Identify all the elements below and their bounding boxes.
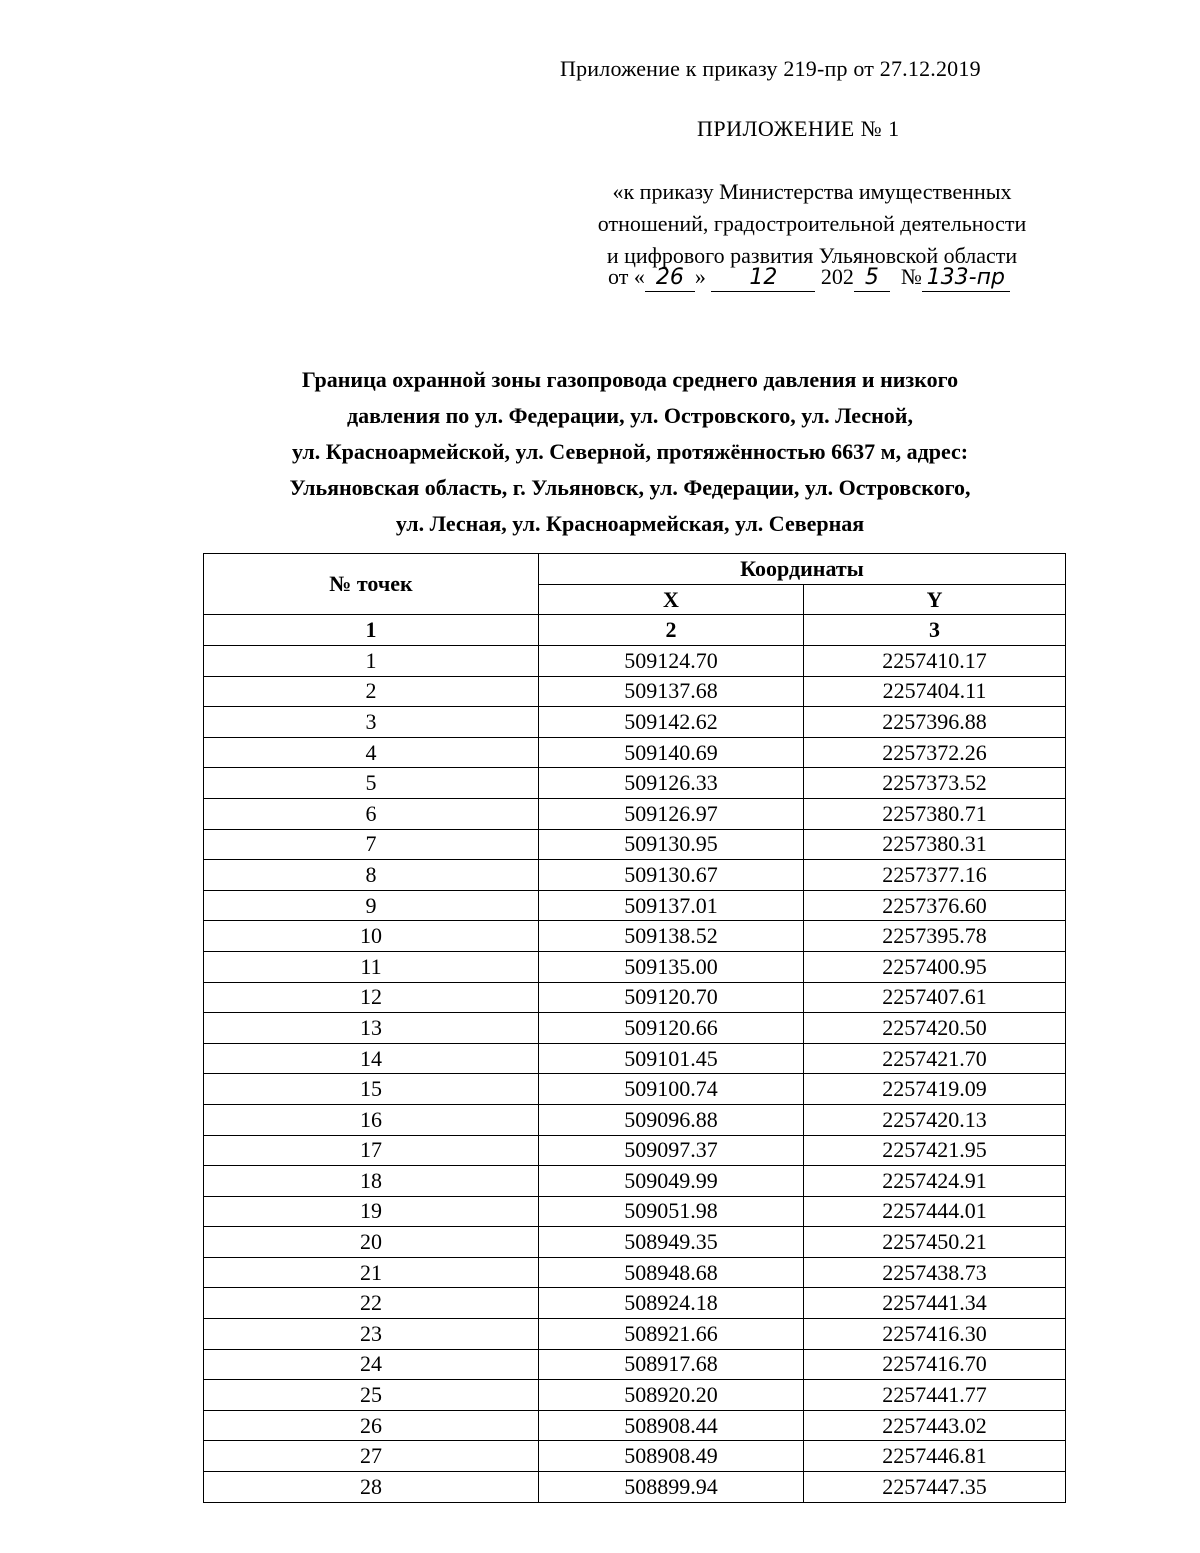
order-line-2: отношений, градостроительной деятельности xyxy=(597,211,1027,236)
point-number-cell: 2 xyxy=(204,676,539,707)
x-coordinate-cell: 508948.68 xyxy=(539,1257,804,1288)
point-number-cell: 18 xyxy=(204,1166,539,1197)
column-number-2: 2 xyxy=(539,615,804,646)
x-coordinate-cell: 509135.00 xyxy=(539,951,804,982)
point-number-cell: 15 xyxy=(204,1074,539,1105)
table-row xyxy=(204,737,1066,768)
x-coordinate-cell: 508917.68 xyxy=(539,1349,804,1380)
point-number-cell: 16 xyxy=(204,1104,539,1135)
x-coordinate-cell: 509096.88 xyxy=(539,1104,804,1135)
x-coordinate-cell: 509138.52 xyxy=(539,921,804,952)
table-row xyxy=(204,1196,1066,1227)
point-number-cell: 10 xyxy=(204,921,539,952)
point-number-cell: 28 xyxy=(204,1472,539,1503)
y-coordinate-cell: 2257373.52 xyxy=(804,768,1066,799)
point-number-cell: 17 xyxy=(204,1135,539,1166)
table-row xyxy=(204,798,1066,829)
point-number-cell: 21 xyxy=(204,1257,539,1288)
y-coordinate-cell: 2257410.17 xyxy=(804,646,1066,677)
appendix-title: ПРИЛОЖЕНИЕ № 1 xyxy=(697,116,900,141)
y-coordinate-cell: 2257376.60 xyxy=(804,890,1066,921)
y-coordinate-cell: 2257407.61 xyxy=(804,982,1066,1013)
table-row xyxy=(204,1410,1066,1441)
point-number-cell: 14 xyxy=(204,1043,539,1074)
table-row xyxy=(204,1074,1066,1105)
point-number-cell: 20 xyxy=(204,1227,539,1258)
point-number-cell: 19 xyxy=(204,1196,539,1227)
table-row xyxy=(204,646,1066,677)
y-coordinate-cell: 2257420.50 xyxy=(804,1013,1066,1044)
table-row xyxy=(204,1349,1066,1380)
point-number-cell: 24 xyxy=(204,1349,539,1380)
y-coordinate-cell: 2257400.95 xyxy=(804,951,1066,982)
x-coordinate-cell: 509137.01 xyxy=(539,890,804,921)
table-row xyxy=(204,1135,1066,1166)
document-title xyxy=(200,362,1060,542)
point-number-cell: 26 xyxy=(204,1410,539,1441)
table-row xyxy=(204,829,1066,860)
table-row xyxy=(204,676,1066,707)
point-number-cell: 4 xyxy=(204,737,539,768)
appendix-reference-note: Приложение к приказу 219-пр от 27.12.2019 xyxy=(560,56,981,81)
point-number-cell: 7 xyxy=(204,829,539,860)
x-coordinate-cell: 509097.37 xyxy=(539,1135,804,1166)
table-row xyxy=(204,1043,1066,1074)
y-coordinate-cell: 2257421.70 xyxy=(804,1043,1066,1074)
header-x: X xyxy=(539,585,804,615)
table-row xyxy=(204,1380,1066,1411)
point-number-cell: 9 xyxy=(204,890,539,921)
point-number-cell: 25 xyxy=(204,1380,539,1411)
table-row xyxy=(204,768,1066,799)
y-coordinate-cell: 2257441.77 xyxy=(804,1380,1066,1411)
point-number-cell: 1 xyxy=(204,646,539,677)
table-row xyxy=(204,1472,1066,1503)
y-coordinate-cell: 2257420.13 xyxy=(804,1104,1066,1135)
table-row xyxy=(204,707,1066,738)
order-number-sign: № xyxy=(900,264,922,289)
x-coordinate-cell: 509130.67 xyxy=(539,860,804,891)
y-coordinate-cell: 2257444.01 xyxy=(804,1196,1066,1227)
order-date-mid: » xyxy=(694,264,706,289)
point-number-cell: 12 xyxy=(204,982,539,1013)
x-coordinate-cell: 509140.69 xyxy=(539,737,804,768)
table-row xyxy=(204,921,1066,952)
y-coordinate-cell: 2257416.30 xyxy=(804,1319,1066,1350)
x-coordinate-cell: 509051.98 xyxy=(539,1196,804,1227)
table-row xyxy=(204,1257,1066,1288)
y-coordinate-cell: 2257380.71 xyxy=(804,798,1066,829)
table-row xyxy=(204,1441,1066,1472)
x-coordinate-cell: 508899.94 xyxy=(539,1472,804,1503)
y-coordinate-cell: 2257421.95 xyxy=(804,1135,1066,1166)
x-coordinate-cell: 509124.70 xyxy=(539,646,804,677)
x-coordinate-cell: 508949.35 xyxy=(539,1227,804,1258)
point-number-cell: 6 xyxy=(204,798,539,829)
table-row xyxy=(204,1288,1066,1319)
column-number-3: 3 xyxy=(804,615,1066,646)
x-coordinate-cell: 508921.66 xyxy=(539,1319,804,1350)
y-coordinate-cell: 2257446.81 xyxy=(804,1441,1066,1472)
y-coordinate-cell: 2257395.78 xyxy=(804,921,1066,952)
point-number-cell: 13 xyxy=(204,1013,539,1044)
handwritten-order-number: 133-пр xyxy=(922,265,1010,292)
y-coordinate-cell: 2257447.35 xyxy=(804,1472,1066,1503)
x-coordinate-cell: 508908.49 xyxy=(539,1441,804,1472)
y-coordinate-cell: 2257416.70 xyxy=(804,1349,1066,1380)
y-coordinate-cell: 2257404.11 xyxy=(804,676,1066,707)
coordinates-table xyxy=(203,553,1066,1503)
x-coordinate-cell: 509100.74 xyxy=(539,1074,804,1105)
order-reference-block xyxy=(552,176,1072,272)
column-number-1: 1 xyxy=(204,615,539,646)
title-line-4: Ульяновская область, г. Ульяновск, ул. Федерации, ул. Островского, xyxy=(289,475,971,500)
y-coordinate-cell: 2257372.26 xyxy=(804,737,1066,768)
x-coordinate-cell: 509049.99 xyxy=(539,1166,804,1197)
point-number-cell: 3 xyxy=(204,707,539,738)
table-row xyxy=(204,951,1066,982)
y-coordinate-cell: 2257443.02 xyxy=(804,1410,1066,1441)
x-coordinate-cell: 508924.18 xyxy=(539,1288,804,1319)
y-coordinate-cell: 2257396.88 xyxy=(804,707,1066,738)
x-coordinate-cell: 508920.20 xyxy=(539,1380,804,1411)
y-coordinate-cell: 2257380.31 xyxy=(804,829,1066,860)
point-number-cell: 8 xyxy=(204,860,539,891)
y-coordinate-cell: 2257424.91 xyxy=(804,1166,1066,1197)
point-number-cell: 22 xyxy=(204,1288,539,1319)
y-coordinate-cell: 2257441.34 xyxy=(804,1288,1066,1319)
order-date-line xyxy=(608,264,1010,292)
x-coordinate-cell: 509142.62 xyxy=(539,707,804,738)
point-number-cell: 11 xyxy=(204,951,539,982)
table-row xyxy=(204,982,1066,1013)
y-coordinate-cell: 2257438.73 xyxy=(804,1257,1066,1288)
y-coordinate-cell: 2257419.09 xyxy=(804,1074,1066,1105)
y-coordinate-cell: 2257450.21 xyxy=(804,1227,1066,1258)
x-coordinate-cell: 508908.44 xyxy=(539,1410,804,1441)
x-coordinate-cell: 509120.70 xyxy=(539,982,804,1013)
order-line-3: и цифрового развития Ульяновской области xyxy=(606,243,1018,268)
table-row xyxy=(204,860,1066,891)
point-number-cell: 23 xyxy=(204,1319,539,1350)
handwritten-month: 12 xyxy=(711,265,815,292)
table-row xyxy=(204,1227,1066,1258)
handwritten-year-digit: 5 xyxy=(854,265,890,292)
x-coordinate-cell: 509126.97 xyxy=(539,798,804,829)
y-coordinate-cell: 2257377.16 xyxy=(804,860,1066,891)
x-coordinate-cell: 509126.33 xyxy=(539,768,804,799)
x-coordinate-cell: 509137.68 xyxy=(539,676,804,707)
order-date-prefix: от « xyxy=(608,264,645,289)
point-number-cell: 27 xyxy=(204,1441,539,1472)
header-y: Y xyxy=(804,585,1066,615)
table-row xyxy=(204,1166,1066,1197)
header-point-number: № точек xyxy=(204,554,539,615)
order-year-prefix: 202 xyxy=(820,264,854,289)
table-row xyxy=(204,1319,1066,1350)
x-coordinate-cell: 509130.95 xyxy=(539,829,804,860)
coordinates-table-body xyxy=(204,646,1066,1503)
table-row xyxy=(204,890,1066,921)
title-line-5: ул. Лесная, ул. Красноармейская, ул. Северная xyxy=(395,511,865,536)
table-row xyxy=(204,1013,1066,1044)
x-coordinate-cell: 509101.45 xyxy=(539,1043,804,1074)
title-line-2: давления по ул. Федерации, ул. Островского, ул. Лесной, xyxy=(347,403,913,428)
order-line-1: «к приказу Министерства имущественных xyxy=(612,179,1012,204)
x-coordinate-cell: 509120.66 xyxy=(539,1013,804,1044)
title-line-3: ул. Красноармейской, ул. Северной, протяжённостью 6637 м, адрес: xyxy=(291,439,969,464)
point-number-cell: 5 xyxy=(204,768,539,799)
title-line-1: Граница охранной зоны газопровода среднего давления и низкого xyxy=(301,367,959,392)
header-coordinates: Координаты xyxy=(539,554,1066,585)
handwritten-day: 26 xyxy=(645,265,695,292)
table-row xyxy=(204,1104,1066,1135)
